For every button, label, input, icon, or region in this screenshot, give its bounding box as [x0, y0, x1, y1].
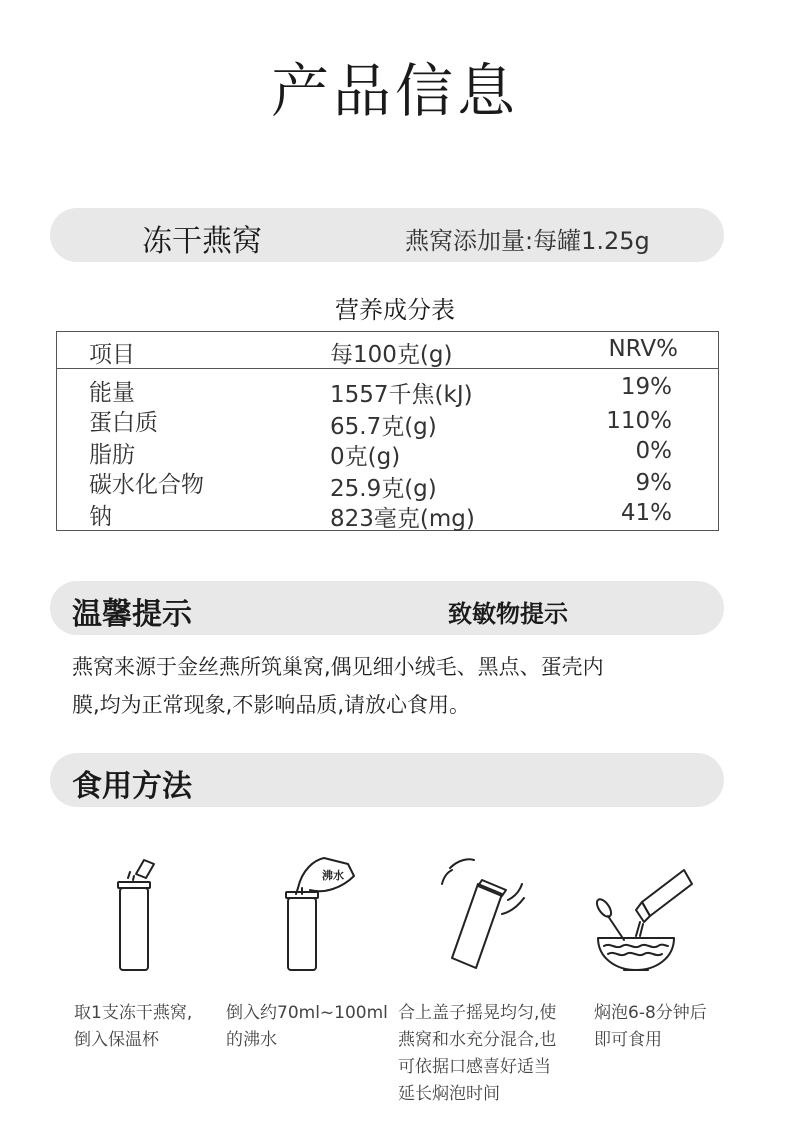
product-banner: [50, 208, 724, 262]
row-fat-value: 0克(g): [330, 444, 401, 470]
allergen-title: 致敏物提示: [448, 600, 568, 628]
step-3-line-2: 燕窝和水充分混合,也: [398, 1030, 557, 1050]
tips-text: [72, 648, 732, 724]
row-carb-value: 25.9克(g): [330, 476, 437, 502]
row-energy-value: 1557千焦(kJ): [330, 382, 473, 408]
product-name: 冻干燕窝: [142, 224, 262, 259]
kettle-label: 沸水: [322, 869, 344, 882]
row-energy-name: 能量: [89, 380, 135, 406]
step-3-text: [398, 1000, 556, 1108]
additive-amount: 燕窝添加量:每罐1.25g: [405, 227, 650, 255]
kettle-pour-icon: [262, 840, 362, 980]
step-4-line-2: 即可食用: [594, 1030, 662, 1050]
tips-line-2: 膜,均为正常现象,不影响品质,请放心食用。: [72, 693, 471, 717]
row-sodium-nrv: 41%: [620, 500, 672, 526]
row-protein-nrv: 110%: [606, 408, 672, 434]
row-fat-name: 脂肪: [89, 442, 135, 468]
row-energy-nrv: 19%: [620, 374, 672, 400]
step-3-line-3: 可依据口感喜好适当: [398, 1057, 551, 1077]
step-1-line-1: 取1支冻干燕窝,: [74, 1003, 193, 1023]
tips-line-1: 燕窝来源于金丝燕所筑巢窝,偶见细小绒毛、黑点、蛋壳内: [72, 655, 604, 679]
row-carb-name: 碳水化合物: [89, 472, 204, 498]
step-4-line-1: 焖泡6-8分钟后: [594, 1003, 707, 1023]
page-title: 产品信息: [270, 57, 519, 125]
row-protein-value: 65.7克(g): [330, 414, 437, 440]
tips-title: 温馨提示: [72, 597, 192, 632]
step-1-text: [74, 1000, 192, 1054]
row-carb-nrv: 9%: [635, 470, 672, 496]
header-per100g: 每100克(g): [330, 342, 453, 368]
step-2-line-1: 倒入约70ml~100ml: [226, 1003, 388, 1023]
cup-with-sachet-icon: [100, 840, 180, 980]
nutrition-caption: 营养成分表: [335, 296, 455, 324]
step-4-text: [594, 1000, 707, 1054]
tips-banner: [50, 581, 724, 635]
shake-cup-icon: [430, 840, 530, 980]
header-nrv: NRV%: [608, 336, 678, 362]
usage-title: 食用方法: [72, 769, 192, 804]
row-protein-name: 蛋白质: [89, 410, 158, 436]
row-sodium-value: 823毫克(mg): [330, 506, 475, 532]
header-item: 项目: [89, 342, 135, 368]
nutrition-table: [56, 331, 719, 531]
step-2-text: [226, 1000, 388, 1054]
table-header-row: [57, 332, 718, 369]
usage-banner: [50, 753, 724, 807]
step-1-line-2: 倒入保温杯: [74, 1030, 159, 1050]
row-fat-nrv: 0%: [635, 438, 672, 464]
step-2-line-2: 的沸水: [226, 1030, 277, 1050]
row-sodium-name: 钠: [89, 504, 112, 530]
pour-bowl-icon: [590, 840, 700, 980]
step-3-line-4: 延长焖泡时间: [398, 1084, 500, 1104]
step-3-line-1: 合上盖子摇晃均匀,使: [398, 1003, 557, 1023]
